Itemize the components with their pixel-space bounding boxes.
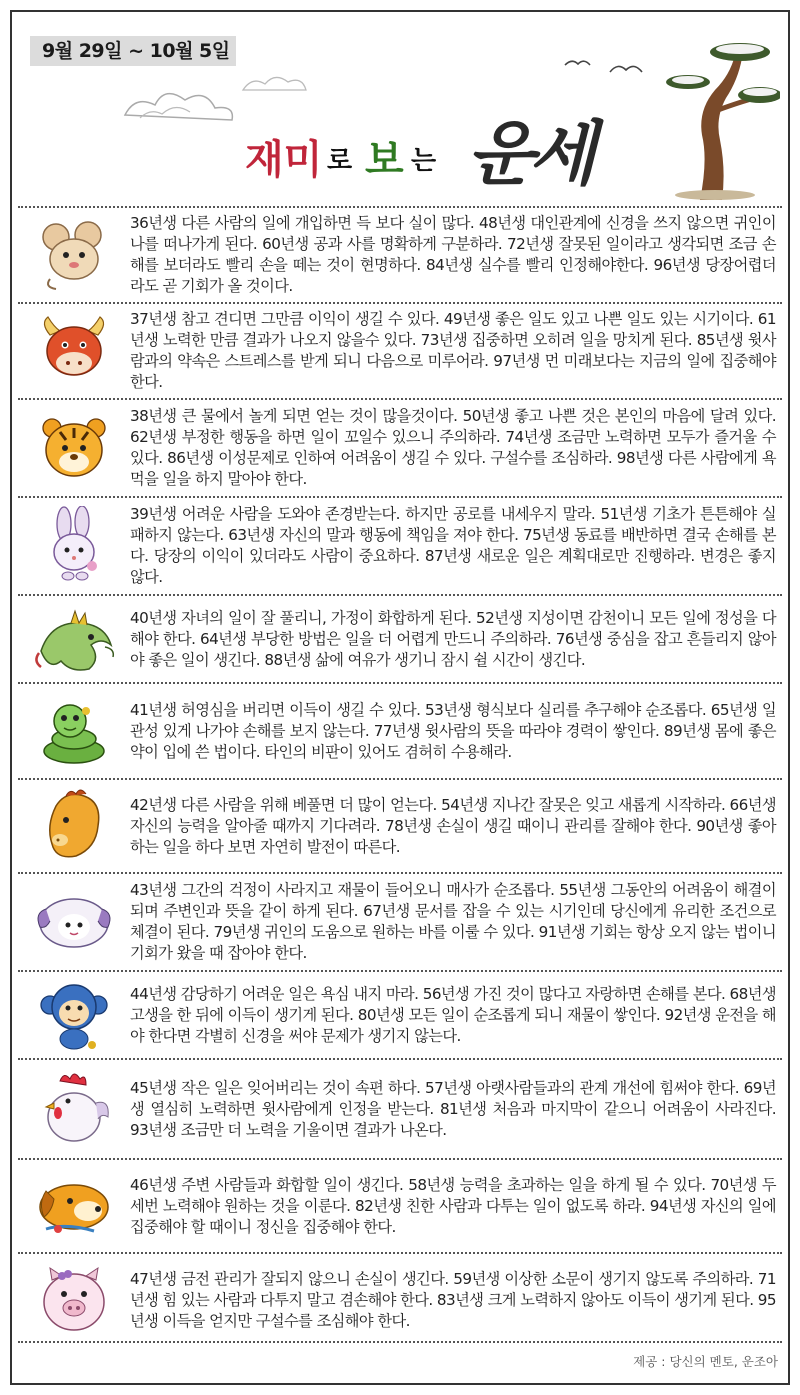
rabbit-icon xyxy=(36,506,112,586)
title-part: 는 xyxy=(411,146,437,176)
list-item xyxy=(18,206,782,302)
list-item xyxy=(18,970,782,1058)
rat-icon xyxy=(36,217,112,293)
credit-text: 제공 : 당신의 멘토, 운조아 xyxy=(633,1354,778,1369)
birds-icon xyxy=(560,50,650,80)
list-item xyxy=(18,1058,782,1158)
title-part: 로 xyxy=(327,146,353,176)
pine-tree-icon xyxy=(660,40,780,200)
horse-icon xyxy=(36,786,112,866)
list-item xyxy=(18,872,782,970)
list-item xyxy=(18,1252,782,1346)
title-part: 보 xyxy=(365,137,404,183)
list-item xyxy=(18,682,782,778)
fortune-text: 38년생 큰 물에서 놀게 되면 얻는 것이 많을것이다. 50년생 좋고 나쁜 것은 본인의 마음에 달려 있다. 62년생 부정한 행동을 하면 일이 꼬일수 있으니 주의하라. 74년생 조금만 노력하면 모두가 즐거울 수 있다. 86년생 이성문제로 인하여 어려움이 생길 수 있다. 구설수를 조심하라. 98년생 다른 사람에게 욕먹을 일을 하지 말아야 한다. xyxy=(130,407,776,488)
fortune-text: 36년생 다른 사람의 일에 개입하면 득 보다 실이 많다. 48년생 대인관계에 신경을 쓰지 않으면 귀인이 나를 떠나가게 된다. 60년생 공과 사를 명확하게 구분하라. 72년생 잘못된 일이라고 생각되면 조금 손해를 보더라도 빨리 손을 떼는 것이 현명하다. 84년생 실수를 빨리 인정해야한다. 96년생 당장어렵더라도 곧 기회가 올 것이다. xyxy=(130,214,776,295)
cloud-icon xyxy=(240,68,310,98)
title-part: 운세 xyxy=(467,112,591,195)
fortune-text: 46년생 주변 사람들과 화합할 일이 생긴다. 58년생 능력을 초과하는 일을 하게 될 수 있다. 70년생 두세번 노력해야 원하는 것을 이룬다. 82년생 친한 사람과 다투는 일이 없도록 하라. 94년생 자신의 일에 집중해야 할 때이니 정신을 집중해야 한다. xyxy=(130,1175,776,1236)
fortune-text: 39년생 어려운 사람을 도와야 존경받는다. 하지만 공로를 내세우지 말라. 51년생 기초가 튼튼해야 실패하지 않는다. 63년생 자신의 말과 행동에 책임을 져야 한다. 75년생 동료를 배반하면 결국 손해를 본다. 당장의 이익이 있더라도 사람이 중요하다. 87년생 새로운 일은 계획대로만 진행하라. 변경은 좋지 않다. xyxy=(130,505,776,586)
fortune-text: 43년생 그간의 걱정이 사라지고 재물이 들어오니 매사가 순조롭다. 55년생 그동안의 어려움이 해결이 되며 주변인과 뜻을 같이 하게 된다. 67년생 문서를 잡을 수 있는 시기인데 당신에게 유리한 조건으로 체결이 된다. 79년생 귀인의 도움으로 원하는 바를 이룰 수 있다. 91년생 기회는 항상 오지 않는 법이니 기회가 왔을 때 잡아야 한다. xyxy=(130,881,776,962)
list-item xyxy=(18,778,782,872)
list-item xyxy=(18,496,782,594)
title-part: 재미 xyxy=(245,137,323,183)
pig-icon xyxy=(36,1264,112,1336)
list-item xyxy=(18,302,782,398)
ox-icon xyxy=(36,313,112,389)
cloud-icon xyxy=(120,80,240,130)
divider xyxy=(18,1341,782,1343)
fortune-list xyxy=(18,206,782,1346)
list-item xyxy=(18,398,782,496)
fortune-text: 40년생 자녀의 일이 잘 풀리니, 가정이 화합하게 된다. 52년생 지성이면 감천이니 모든 일에 정성을 다해야 한다. 64년생 부당한 방법은 일을 더 어렵게 만드니 주의하라. 76년생 중심을 잡고 흔들리지 않아야 좋은 일이 생긴다. 88년생 삶에 여유가 생기니 잠시 쉴 시간이 생긴다. xyxy=(130,608,776,669)
dog-icon xyxy=(32,1173,116,1239)
rooster-icon xyxy=(36,1069,112,1149)
snake-icon xyxy=(34,693,114,769)
list-item xyxy=(18,594,782,682)
monkey-icon xyxy=(36,975,112,1055)
sheep-icon xyxy=(32,887,116,957)
fortune-text: 44년생 감당하기 어려운 일은 욕심 내지 마라. 56년생 가진 것이 많다고 자랑하면 손해를 본다. 68년생 고생을 한 뒤에 이득이 생기게 된다. 80년생 모든 일이 순조롭게 되니 재물이 쌓인다. 92년생 운전을 해야 한다면 각별히 신경을 써야 문제가 생기지 않는다. xyxy=(130,984,776,1045)
tiger-icon xyxy=(36,410,112,486)
fortune-text: 45년생 작은 일은 잊어버리는 것이 속편 하다. 57년생 아랫사람들과의 관계 개선에 힘써야 한다. 69년생 열심히 노력하면 윗사람에게 인정을 받는다. 81년생 처음과 마지막이 같으니 어려움이 사라진다. 93년생 조금만 더 노력을 기울이면 결과가 나온다. xyxy=(130,1078,776,1139)
fortune-text: 37년생 참고 견디면 그만큼 이익이 생길 수 있다. 49년생 좋은 일도 있고 나쁜 일도 있는 시기이다. 61년생 노력한 만큼 결과가 나오지 않을수 있다. 73년생 집중하면 오히려 일을 망치게 된다. 85년생 윗사람과의 약속은 스트레스를 받게 되니 다음으로 미루어라. 97년생 먼 미래보다는 지금의 일에 집중해야 한다. xyxy=(130,310,776,391)
fortune-text: 41년생 허영심을 버리면 이득이 생길 수 있다. 53년생 형식보다 실리를 추구해야 순조롭다. 65년생 일관성 있게 나가야 손해를 보지 않는다. 77년생 윗사람의 뜻을 따라야 경력이 쌓인다. 89년생 몸에 좋은 약이 입에 쓴 법이다. 타인의 비판이 있어도 겸허히 수용해라. xyxy=(130,700,776,761)
fortune-text: 42년생 다른 사람을 위해 베풀면 더 많이 얻는다. 54년생 지나간 잘못은 잊고 새롭게 시작하라. 66년생 자신의 능력을 알아줄 때까지 기다려라. 78년생 손실이 생길 때이니 관리를 잘해야 한다. 90년생 좋아하는 일을 하다 보면 자연히 발전이 따른다. xyxy=(130,795,776,856)
fortune-text: 47년생 금전 관리가 잘되지 않으니 손실이 생긴다. 59년생 이상한 소문이 생기지 않도록 주의하라. 71년생 힘 있는 사람과 다투지 말고 겸손해야 한다. 83년생 크게 노력하지 않아도 이득이 생기게 된다. 95년생 이득을 얻지만 구설수를 조심해야 한다. xyxy=(130,1269,776,1330)
dragon-icon xyxy=(31,601,117,677)
page-title xyxy=(245,98,605,198)
list-item xyxy=(18,1158,782,1252)
date-range-label: 9월 29일 ~ 10월 5일 xyxy=(30,36,236,66)
